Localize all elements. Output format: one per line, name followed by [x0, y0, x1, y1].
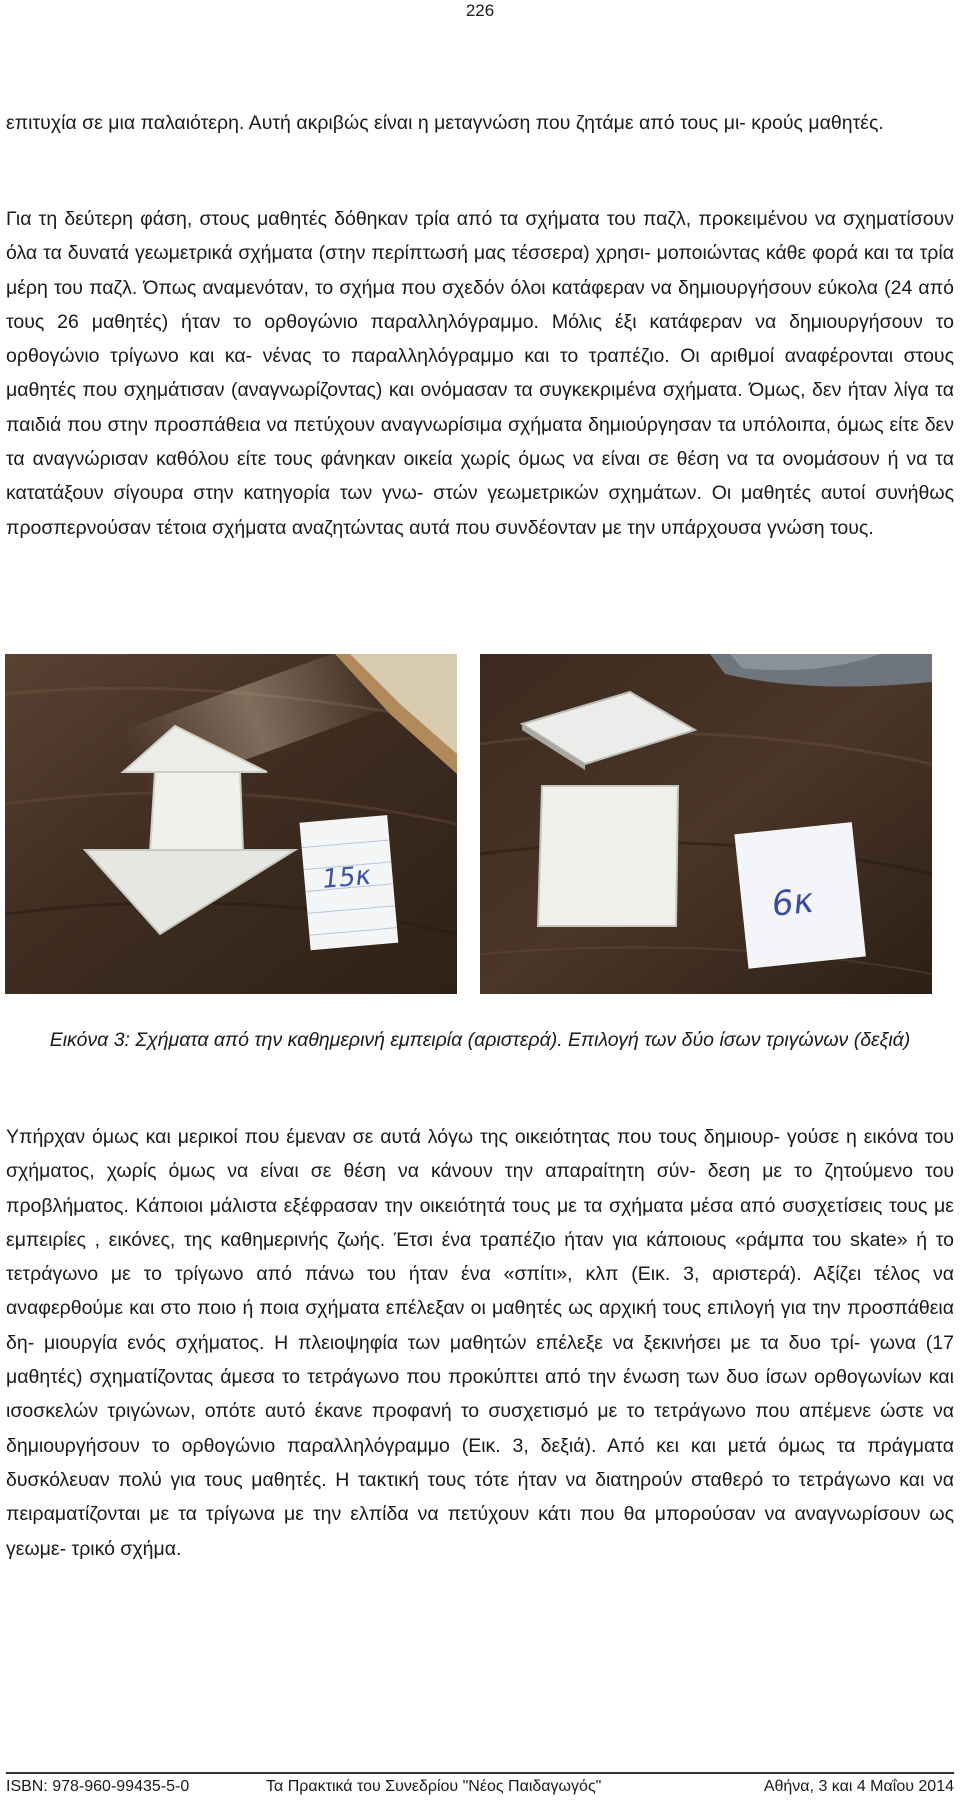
page-number: 226: [465, 1, 495, 20]
square-piece: [538, 786, 678, 926]
paragraph-2: Για τη δεύτερη φάση, στους μαθητές δόθηκαν τρία από τα σχήματα του παζλ, προκειμένου να σχηματίσουν όλα τα δυνατά γεωμετρικά σχήματα (στην περίπτωσή μας τέσσερα) χρησι- μοποιώντας κάθε φορά και τα τρία μέρη του παζλ. Όπως αναμενόταν, το σχήμα που σχεδόν όλοι κατάφεραν να δημιουργήσουν εύκολα (24 από τους 26 μαθητές) ήταν το ορθογώνιο παραλληλόγραμμο. Μόλις έξι κατάφεραν να δημιουργήσουν το ορθογώνιο τρίγωνο και κα- νένας το παραλληλόγραμμο και το τραπέζιο. Οι αριθμοί αναφέρονται στους μαθητές που σχημάτισαν (αναγνωρίζοντας) και ονόμασαν τα συγκεκριμένα σχήματα. Όμως, δεν ήταν λίγα τα παιδιά που στην προσπάθεια να πετύχουν αναγνωρίσιμα σχήματα δημιούργησαν τα υπόλοιπα, όμως είτε δεν τα αναγνώρισαν καθόλου είτε τους φάνηκαν οικεία χωρίς όμως να είναι σε θέση να τα ονομάσουν ή να τα κατατάξουν σίγουρα στην κατηγορία των γνω- στών γεωμετρικών σχημάτων. Οι μαθητές αυτοί συνήθως προσπερνούσαν τέτοια σχήματα αναζητώντας αυτά που συνδέονταν με την υπάρχουσα γνώση τους.: [6, 208, 954, 539]
figure-caption: Εικόνα 3: Σχήματα από την καθημερινή εμπειρία (αριστερά). Επιλογή των δύο ίσων τριγώνων (δεξιά): [49, 1029, 911, 1051]
footer: [6, 1772, 954, 1796]
photo-house-shape: [5, 654, 457, 994]
footer-isbn: ISBN: 978-960-99435-5-0: [6, 1778, 190, 1795]
paragraph-1: επιτυχία σε μια παλαιότερη. Αυτή ακριβώς είναι η μεταγνώση που ζητάμε από τους μι- κρούς μαθητές.: [6, 112, 884, 134]
note-card: [734, 822, 865, 969]
note-text-left: 15κ: [321, 860, 373, 895]
note-text-right: 6κ: [769, 880, 816, 925]
footer-proceedings-title: Τα Πρακτικά του Συνεδρίου "Νέος Παιδαγωγός": [266, 1778, 602, 1795]
photo-two-triangles: [480, 654, 932, 994]
paragraph-3: Υπήρχαν όμως και μερικοί που έμεναν σε αυτά λόγω της οικειότητας που τους δημιουρ- γούσε η εικόνα του σχήματος, χωρίς όμως να είναι σε θέση να κάνουν την απαραίτητη σύν- δεση με το ζητούμενο του προβλήματος. Κάποιοι μάλιστα εξέφρασαν την οικειότητά τους με τα σχήματα μέσα από συσχετίσεις τους με εμπειρίες , εικόνες, της καθημερινής ζωής. Έτσι ένα τραπέζιο ήταν για κάποιους «ράμπα του skate» ή το τετράγωνο με το τρίγωνο από πάνω του ήταν ένα «σπίτι», κλπ (Εικ. 3, αριστερά). Αξίζει τέλος να αναφερθούμε και στο ποιο ή ποια σχήματα επέλεξαν οι μαθητές ως αρχική τους επιλογή για την προσπάθεια δη- μιουργία ενός σχήματος. Η πλειοψηφία των μαθητών επέλεξε να ξεκινήσει με τα δυο τρί- γωνα (17 μαθητές) σχηματίζοντας άμεσα το τετράγωνο που προκύπτει από την ένωση των δυο ίσων ορθογωνίων και ισοσκελών τριγώνων, οπότε αυτό έκανε προφανή το συσχετισμό με το τετράγωνο που απέμενε ώστε να δημιουργήσουν το ορθογώνιο παραλληλόγραμμο (Εικ. 3, δεξιά). Από κει και μετά όμως τα πράγματα δυσκόλευαν πολύ για τους μαθητές. Η τακτική τους τότε ήταν να διατηρούν σταθερό το τετράγωνο και να πειραματίζονται με τα τρίγωνα με την ελπίδα να πετύχουν κάτι που θα μπορούσαν να αναγνωρίσουν ως γεωμε- τρικό σχήμα.: [6, 1126, 954, 1560]
footer-date: Αθήνα, 3 και 4 Μαΐου 2014: [763, 1778, 954, 1795]
square-piece: [150, 772, 243, 852]
note-card: [299, 815, 398, 950]
